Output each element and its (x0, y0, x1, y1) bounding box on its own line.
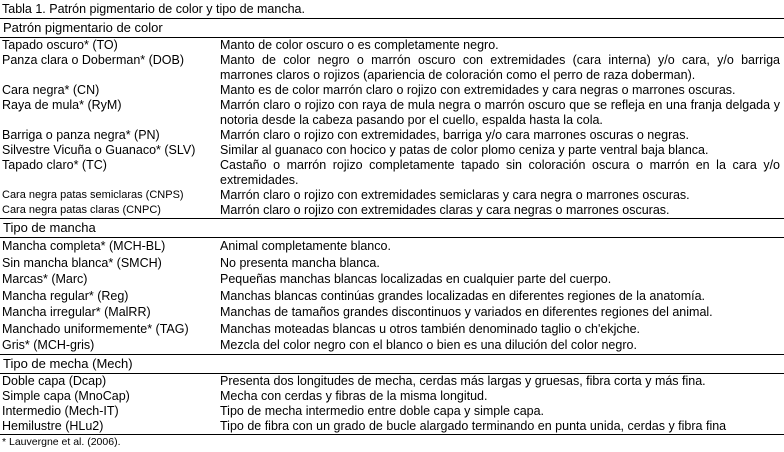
table-row (0, 337, 784, 354)
row-description: Similar al guanaco con hocico y patas de color plomo ceniza y parte ventral baja blanca. (220, 143, 709, 157)
table-row (0, 143, 784, 158)
table-row (0, 304, 784, 321)
row-term: Intermedio (Mech-IT) (2, 403, 119, 418)
table-row (0, 404, 784, 419)
row-term: Cara negra* (CN) (2, 83, 100, 97)
table-row (0, 271, 784, 288)
row-description: Tipo de mecha intermedio entre doble capa y simple capa. (220, 403, 545, 418)
table-row (0, 158, 784, 188)
row-term: Panza clara o Doberman* (DOB) (2, 53, 185, 67)
table-row (0, 288, 784, 305)
table-row (0, 128, 784, 143)
section-header-tipo-mancha: Tipo de mancha (0, 219, 784, 238)
row-description: Tipo de fibra con un grado de bucle alargado terminando en punta unida, cerdas y fibra fina (220, 418, 727, 433)
row-term: Tapado oscuro* (TO) (2, 38, 118, 52)
row-description: Marrón claro o rojizo con extremidades semiclaras y cara negra o marrones oscuras. (220, 188, 690, 202)
row-description: Manchas de tamaños grandes discontinuos y variados en diferentes regiones del animal. (220, 305, 713, 319)
section-body-tipo-mecha (0, 374, 784, 434)
row-term: Mancha irregular* (MalRR) (2, 305, 151, 319)
table-row (0, 188, 784, 203)
row-term: Mancha regular* (Reg) (2, 288, 129, 303)
row-description: Pequeñas manchas blancas localizadas en cualquier parte del cuerpo. (220, 272, 612, 286)
row-description: Mezcla del color negro con el blanco o bien es una dilución del color negro. (220, 338, 637, 352)
section-body-tipo-mancha (0, 238, 784, 355)
table-row (0, 419, 784, 434)
row-description: Manto es de color marrón claro o rojizo con extremidades y cara negras o marrones oscuras. (220, 83, 736, 97)
row-term: Cara negra patas claras (CNPC) (2, 204, 161, 216)
row-term: Barriga o panza negra* (PN) (2, 128, 160, 142)
row-description: Mecha con cerdas y fibras de la misma longitud. (220, 388, 488, 403)
row-description: Animal completamente blanco. (220, 239, 391, 253)
row-description: Marrón claro o rojizo con raya de mula negra o marrón oscuro que se refleja en una franja delgada y notoria desde la cabeza pasando por el cuello, espalda hasta la cola. (220, 98, 780, 127)
table-row (0, 38, 784, 53)
table-row (0, 83, 784, 98)
row-term: Raya de mula* (RyM) (2, 98, 122, 112)
table-row (0, 98, 784, 128)
row-term: Doble capa (Dcap) (2, 373, 107, 388)
row-term: Hemilustre (HLu2) (2, 418, 104, 433)
table-row (0, 321, 784, 338)
section-header-patron-pigmentario: Patrón pigmentario de color (0, 19, 784, 38)
row-description: Manto de color oscuro o es completamente negro. (220, 38, 499, 52)
row-term: Manchado uniformemente* (TAG) (2, 321, 189, 336)
row-term: Mancha completa* (MCH-BL) (2, 239, 166, 253)
table-footnote: * Lauvergne et al. (2006). (2, 436, 121, 448)
row-description: Marrón claro o rojizo con extremidades claras y cara negras o marrones oscuras. (220, 203, 670, 217)
row-description: Manchas blancas continúas grandes localizadas en diferentes regiones de la anatomía. (220, 288, 706, 303)
row-description: Manto de color negro o marrón oscuro con extremidades (cara interna) y/o cara, y/o barriga marrones claros o rojizos (apariencia de coloración como el perro de raza doberman). (220, 53, 780, 82)
section-header-tipo-mecha: Tipo de mecha (Mech) (0, 355, 784, 374)
row-term: Marcas* (Marc) (2, 272, 88, 286)
row-term: Gris* (MCH-gris) (2, 338, 95, 352)
row-term: Sin mancha blanca* (SMCH) (2, 255, 162, 270)
row-description: No presenta mancha blanca. (220, 255, 380, 270)
row-description: Marrón claro o rojizo con extremidades, barriga y/o cara marrones oscuras o negras. (220, 128, 689, 142)
row-term: Simple capa (MnoCap) (2, 388, 130, 403)
section-body-patron-pigmentario (0, 38, 784, 219)
row-term: Tapado claro* (TC) (2, 158, 107, 172)
table-row (0, 203, 784, 218)
row-description: Presenta dos longitudes de mecha, cerdas más largas y gruesas, fibra corta y más fina. (220, 373, 706, 388)
pigment-pattern-table (0, 18, 784, 435)
table-row (0, 374, 784, 389)
table-row (0, 255, 784, 272)
row-term: Cara negra patas semiclaras (CNPS) (2, 189, 184, 201)
row-description: Manchas moteadas blancas u otros también denominado taglio o ch'ekjche. (220, 321, 641, 336)
row-term: Silvestre Vicuña o Guanaco* (SLV) (2, 143, 196, 157)
table-row (0, 53, 784, 83)
table-row (0, 389, 784, 404)
table-row (0, 238, 784, 255)
table-caption: Tabla 1. Patrón pigmentario de color y tipo de mancha. (2, 2, 305, 16)
row-description: Castaño o marrón rojizo completamente tapado sin coloración oscura o marrón en la cara y/o extremidades. (220, 158, 780, 187)
